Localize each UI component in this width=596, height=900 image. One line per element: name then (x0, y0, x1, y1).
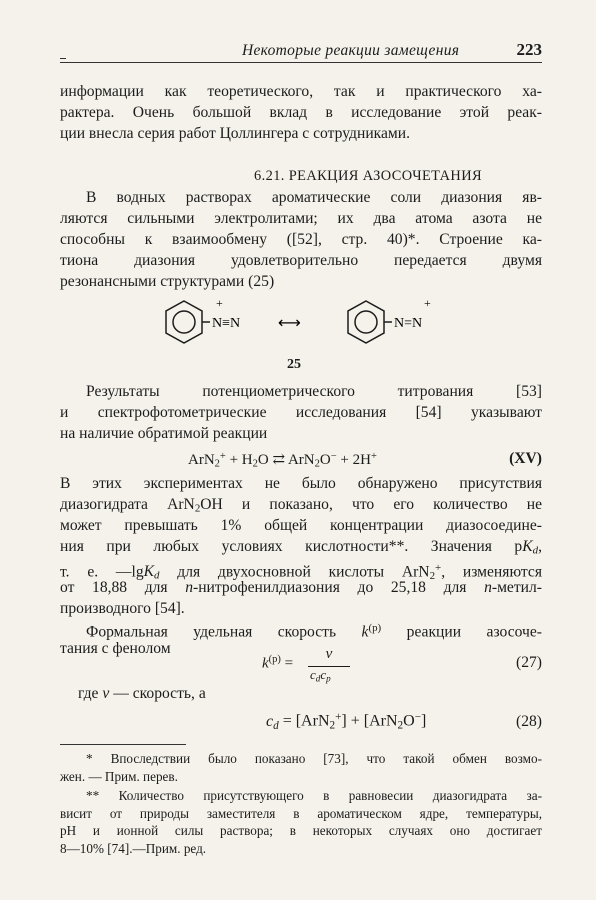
equation-28: $c_d = [ArN_2^+] + [ArN_2O^-]$ (266, 711, 427, 732)
paragraph-titration (60, 382, 542, 445)
text-line: где v — скорость, а (78, 685, 206, 702)
text-line: резонансными структурами (25) (60, 272, 275, 290)
text-line: В этих экспериментах не было обнаружено присутствия (60, 475, 542, 492)
footnote-1 (60, 750, 542, 785)
text-line: В водных растворах ароматические соли диазония яв- (86, 189, 542, 206)
resonance-structures (150, 297, 450, 353)
benzene-ring-left (166, 301, 210, 343)
paragraph-intro (60, 188, 542, 292)
text-line: ния при любых условиях кислотности**. Значения $pK_d$, (60, 537, 542, 557)
paragraph-rate (60, 618, 542, 660)
text-line: жен. — Прим. перев. (60, 768, 178, 784)
text-line: и спектрофотометрические исследования [54] указывают (60, 403, 542, 421)
text-line: от 18,88 для n-нитрофенилдиазония до 25,18 для n-метил- (60, 579, 542, 597)
compound-number: 25 (287, 357, 301, 372)
text-line: производного [54]. (60, 600, 185, 618)
where-line (60, 684, 542, 705)
text-line: рактера. Очень большой вклад в исследование этой реак- (60, 103, 542, 121)
diazonium-group-right: N=N (394, 316, 423, 331)
text-line: ** Количество присутствующего в равновесии диазогидрата за- (86, 788, 542, 803)
text-line: pH и ионной силы раствора; в некоторых случаях оно достигает (60, 823, 542, 839)
page-number: 223 (516, 40, 542, 59)
benzene-ring-right (348, 301, 392, 343)
text-line: на наличие обратимой реакции (60, 424, 268, 442)
text-line: тания с фенолом (60, 639, 171, 657)
header-rule (60, 62, 542, 63)
charge-right: + (424, 297, 431, 310)
equation-number-28: (28) (516, 713, 542, 730)
paragraph-top (60, 82, 542, 145)
running-title: Некоторые реакции замещения (242, 42, 460, 59)
text-line: висит от природы заместителя в ароматическом ядре, температуры, (60, 805, 542, 821)
text-line: диазогидрата ArN$_2$OH и показано, что его количество не (60, 495, 542, 515)
reaction-xv: $ArN_2^+ + H_2O$ ⇄ ArN$_2$O− + 2H+ (188, 450, 377, 470)
text-line: * Впоследствии было показано [73], что такой обмен возмо- (86, 751, 542, 766)
book-page: Некоторые реакции замещения 223 информации как теоретического, так и практического ха- рактера. Очень большой вклад в исследование этой реак- ции внесла серия работ Цоллингера с сотрудниками. 6.21. РЕАКЦИЯ АЗОСОЧЕТАНИЯ В водных растворах ароматические соли диазония яв- ляются сильными электролитами; их два атома азота не способны к взаимообмену ([52], стр. 40)*. Строение ка- тиона диазония удовлетворительно передается двумя резонансными структурами (25) + N≡N ⟷ + N=N 25 Результаты потенциометрического титрования [53] и спектрофотометрические исследования [54] указывают на наличие обратимой реакции $ArN_2^+ + H_2O$ ⇄ ArN$_2$O− + 2H+ (XV) В этих экспериментах не было обнаружено присутствия диазогидрата ArN$_2$OH и показано, что его количество не может превышать 1% общей концентрации диазосоедине- ния при любых условиях кислотности**. Значения $pK_d$, т. е. —lgK$_d$ для двухосновной кислоты ArN$_2$+, изменяются от 18,88 для n-нитрофенилдиазония до 25,18 для n-метил- производного [54]. Формальная удельная скорость $k^{(p)}$ реакции азосоче- тания с фенолом $k^{(p)}$ = v $c_dc_p$ (27) где v — скорость, а $c_d = [ArN_2^+] + [ArN_2O^-]$ (28) * Впоследствии было показано [73], что такой обмен возмо- жен. — Прим. перев. ** Количество присутствующего в равновесии диазогидрата за- висит от природы заместителя в ароматическом ядре, температуры, pH и ионной силы раствора; в некоторых случаях оно достигает 8—10% [74].—Прим. ред. (60, 40, 542, 857)
text-line: Результаты потенциометрического титрования [53] (86, 383, 542, 400)
running-header (60, 40, 542, 64)
header-dash (60, 58, 66, 59)
diazonium-group-left: N≡N (212, 316, 241, 331)
text-line: информации как теоретического, так и практического ха- (60, 83, 542, 100)
text-line: ляются сильными электролитами; их два атома азота не (60, 209, 542, 227)
footnote-rule (60, 744, 186, 745)
charge-left: + (216, 297, 223, 310)
footnote-2 (60, 787, 542, 858)
section-title: 6.21. РЕАКЦИЯ АЗОСОЧЕТАНИЯ (254, 168, 482, 184)
text-line: ции внесла серия работ Цоллингера с сотрудниками. (60, 124, 411, 142)
text-line: тиона диазония удовлетворительно передается двумя (60, 251, 542, 269)
text-line: 8—10% [74].—Прим. ред. (60, 841, 207, 857)
reaction-number: (XV) (509, 450, 542, 467)
text-line: способны к взаимообмену ([52], стр. 40)*. Строение ка- (60, 230, 542, 248)
text-line: может превышать 1% общей концентрации диазосоедине- (60, 516, 542, 534)
text-line: Формальная удельная скорость $k^{(p)}$ реакции азосоче- (86, 622, 542, 641)
resonance-arrow: ⟷ (278, 313, 301, 332)
equation-number-27: (27) (516, 654, 542, 671)
text-line: т. е. —lgK$_d$ для двухосновной кислоты ArN$_2$+, изменяются (60, 561, 542, 582)
paragraph-experiments (60, 474, 542, 620)
